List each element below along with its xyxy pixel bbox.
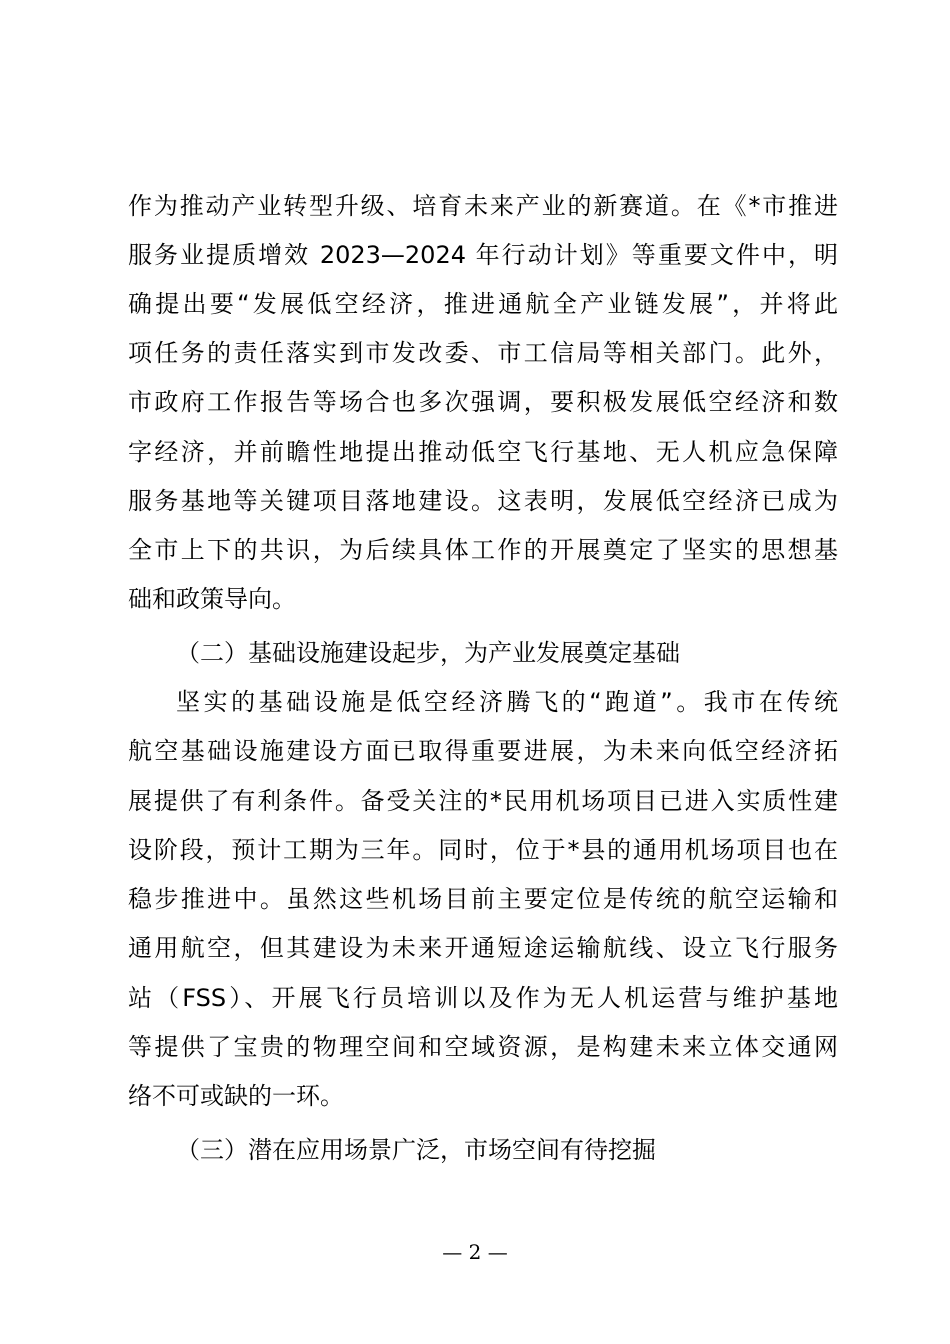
paragraph-line-13: 设阶段，预计工期为三年。同时，位于*县的通用机场项目也在 [128,836,838,864]
paragraph-line-7: 服务基地等关键项目落地建设。这表明，发展低空经济已成为 [128,487,838,515]
paragraph-line-11: 航空基础设施建设方面已取得重要进展，为未来向低空经济拓 [128,737,838,765]
paragraph-line-10: 坚实的基础设施是低空经济腾飞的“跑道”。我市在传统 [176,688,838,716]
paragraph-line-15: 通用航空，但其建设为未来开通短途运输航线、设立飞行服务 [128,934,838,962]
paragraph-line-12: 展提供了有利条件。备受关注的*民用机场项目已进入实质性建 [128,787,838,815]
paragraph-line-17: 等提供了宝贵的物理空间和空域资源，是构建未来立体交通网 [128,1033,838,1061]
paragraph-line-2: 服务业提质增效 2023—2024 年行动计划》等重要文件中，明 [128,241,838,269]
page-number: — 2 — [442,1240,508,1264]
section-heading-3: （三）潜在应用场景广泛，市场空间有待挖掘 [176,1136,656,1164]
paragraph-line-6: 字经济，并前瞻性地提出推动低空飞行基地、无人机应急保障 [128,438,838,466]
paragraph-line-4: 项任务的责任落实到市发改委、市工信局等相关部门。此外， [128,339,838,367]
paragraph-line-16: 站（FSS）、开展飞行员培训以及作为无人机运营与维护基地 [128,984,838,1012]
paragraph-line-1: 作为推动产业转型升级、培育未来产业的新赛道。在《*市推进 [128,192,838,220]
paragraph-line-5: 市政府工作报告等场合也多次强调，要积极发展低空经济和数 [128,388,838,416]
paragraph-line-14: 稳步推进中。虽然这些机场目前主要定位是传统的航空运输和 [128,885,838,913]
paragraph-line-8: 全市上下的共识，为后续具体工作的开展奠定了坚实的思想基 [128,536,838,564]
paragraph-line-3: 确提出要“发展低空经济，推进通航全产业链发展”，并将此 [128,290,838,318]
paragraph-line-18: 络不可或缺的一环。 [128,1082,344,1110]
paragraph-line-9: 础和政策导向。 [128,585,296,613]
section-heading-2: （二）基础设施建设起步，为产业发展奠定基础 [176,639,680,667]
